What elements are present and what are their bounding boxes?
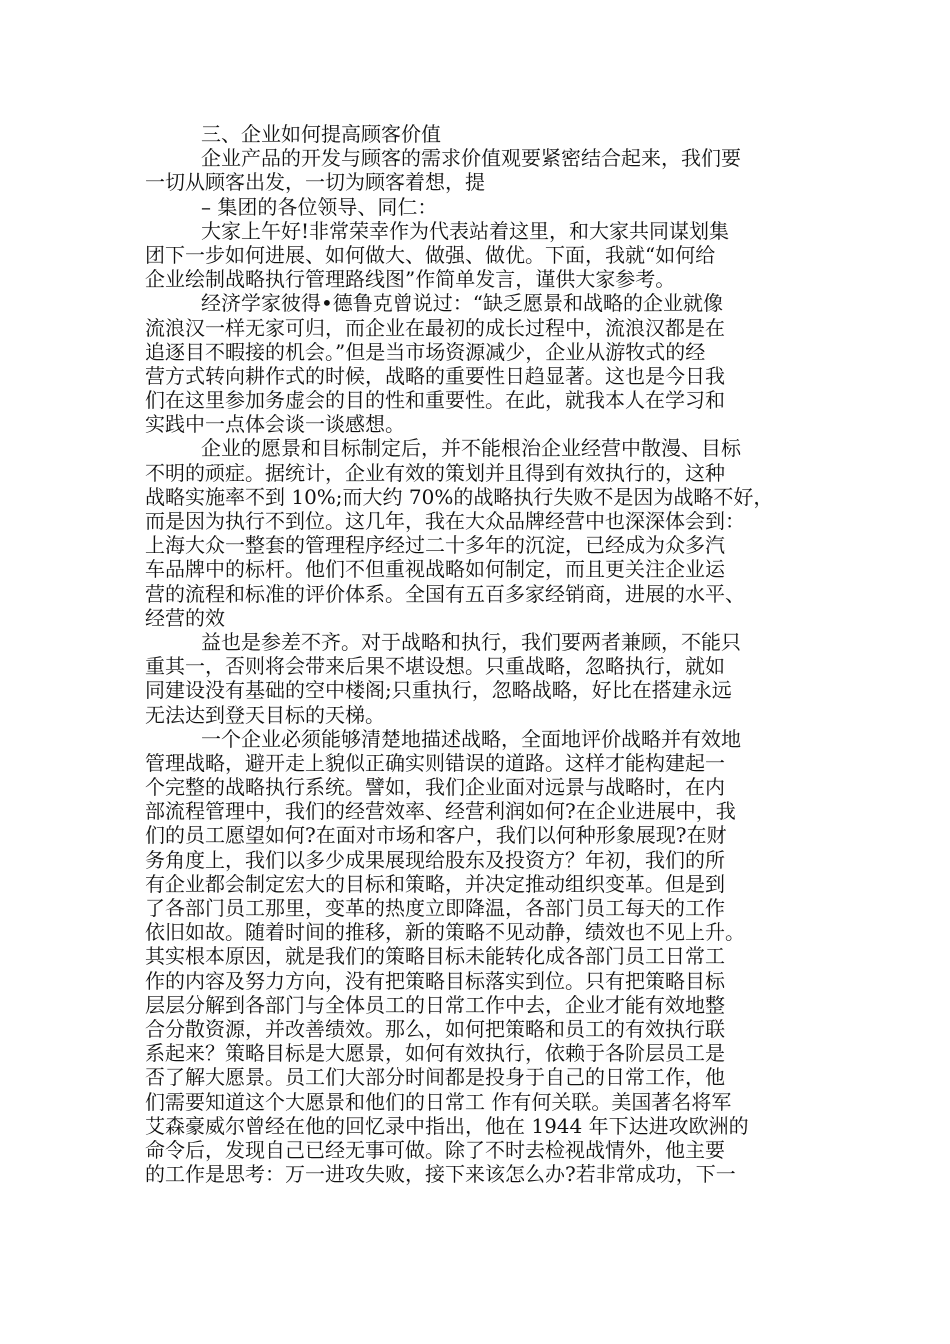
text-line: 而是因为执行不到位。这几年，我在大众品牌经营中也深深体会到： bbox=[145, 509, 745, 533]
text-line: 作的内容及努力方向，没有把策略目标落实到位。只有把策略目标 bbox=[145, 968, 725, 993]
text-line: 否了解大愿景。员工们大部分时间都是投身于自己的日常工作，他 bbox=[145, 1065, 725, 1090]
text-line: 个完整的战略执行系统。譬如，我们企业面对远景与战略时，在内 bbox=[145, 775, 725, 800]
text-line: 一切从顾客出发，一切为顾客着想，提 bbox=[145, 170, 485, 195]
text-line: 实践中一点体会谈一谈感想。 bbox=[145, 412, 405, 437]
text-line: 团下一步如何进展、如何做大、做强、做优。下面，我就“如何给 bbox=[145, 242, 716, 267]
text-line: 益也是参差不齐。对于战略和执行，我们要两者兼顾，不能只 bbox=[201, 629, 741, 654]
text-line: 有企业都会制定宏大的目标和策略，并决定推动组织变革。但是到 bbox=[145, 871, 725, 896]
text-line: 的工作是思考：万一进攻失败，接下来该怎么办?若非常成功，下一 bbox=[145, 1162, 736, 1187]
text-line: 其实根本原因，就是我们的策略目标未能转化成各部门员工日常工 bbox=[145, 944, 725, 969]
salutation-line: – 集团的各位领导、同仁： bbox=[201, 194, 438, 219]
text-line: 战略实施率不到 10%;而大约 70%的战略执行失败不是因为战略不好， bbox=[145, 484, 774, 509]
text-line: 不明的顽症。据统计，企业有效的策划并且得到有效执行的，这种 bbox=[145, 460, 725, 485]
text-line: 层层分解到各部门与全体员工的日常工作中去，企业才能有效地整 bbox=[145, 992, 725, 1017]
text-line: 车品牌中的标杆。他们不但重视战略如何制定，而且更关注企业运 bbox=[145, 557, 725, 582]
text-line: 合分散资源，并改善绩效。那么，如何把策略和员工的有效执行联 bbox=[145, 1016, 725, 1041]
text-line: 们的员工愿望如何?在面对市场和客户，我们以何种形象展现?在财 bbox=[145, 823, 727, 848]
text-line: 依旧如故。随着时间的推移，新的策略不见动静，绩效也不见上升。 bbox=[145, 920, 745, 945]
text-line: 企业产品的开发与顾客的需求价值观要紧密结合起来，我们要 bbox=[201, 146, 741, 171]
text-line: 命令后，发现自己已经无事可做。除了不时去检视战情外，他主要 bbox=[145, 1137, 725, 1162]
document-body bbox=[145, 122, 825, 1186]
text-line: 们需要知道这个大愿景和他们的日常工 作有何关联。美国著名将军 bbox=[145, 1089, 732, 1114]
text-line: 企业绘制战略执行管理路线图”作简单发言，谨供大家参考。 bbox=[145, 267, 676, 292]
text-line: 上海大众一整套的管理程序经过二十多年的沉淀，已经成为众多汽 bbox=[145, 533, 725, 558]
text-line: 大家上午好!非常荣幸作为代表站着这里，和大家共同谋划集 bbox=[201, 218, 730, 243]
text-line: 重其一，否则将会带来后果不堪设想。只重战略，忽略执行，就如 bbox=[145, 654, 725, 679]
text-line: 经济学家彼得•德鲁克曾说过：“缺乏愿景和战略的企业就像 bbox=[201, 291, 724, 316]
text-line: 同建设没有基础的空中楼阁;只重执行，忽略战略，好比在搭建永远 bbox=[145, 678, 732, 703]
text-line: 务角度上，我们以多少成果展现给股东及投资方？年初，我们的所 bbox=[145, 847, 725, 872]
text-line: 们在这里参加务虚会的目的性和重要性。在此，就我本人在学习和 bbox=[145, 388, 725, 413]
text-line: 企业的愿景和目标制定后，并不能根治企业经营中散漫、目标 bbox=[201, 436, 741, 461]
section-heading: 三、企业如何提高顾客价值 bbox=[201, 122, 441, 146]
text-line: 无法达到登天目标的天梯。 bbox=[145, 702, 385, 727]
text-line: 经营的效 bbox=[145, 605, 225, 630]
text-line: 了各部门员工那里，变革的热度立即降温，各部门员工每天的工作 bbox=[145, 896, 725, 920]
text-line: 管理战略，避开走上貌似正确实则错误的道路。这样才能构建起一 bbox=[145, 750, 725, 775]
text-line: 一个企业必须能够清楚地描述战略，全面地评价战略并有效地 bbox=[201, 726, 741, 751]
text-line: 部流程管理中，我们的经营效率、经营利润如何?在企业进展中，我 bbox=[145, 799, 736, 824]
text-line: 追逐目不暇接的机会。”但是当市场资源减少，企业从游牧式的经 bbox=[145, 339, 706, 364]
text-line: 营的流程和标准的评价体系。全国有五百多家经销商，进展的水平、 bbox=[145, 581, 745, 606]
text-line: 艾森豪威尔曾经在他的回忆录中指出，他在 1944 年下达进攻欧洲的 bbox=[145, 1113, 749, 1138]
text-line: 系起来？策略目标是大愿景，如何有效执行，依赖于各阶层员工是 bbox=[145, 1041, 725, 1066]
text-line: 流浪汉一样无家可归，而企业在最初的成长过程中，流浪汉都是在 bbox=[145, 315, 725, 340]
text-line: 营方式转向耕作式的时候，战略的重要性日趋显著。这也是今日我 bbox=[145, 363, 725, 388]
